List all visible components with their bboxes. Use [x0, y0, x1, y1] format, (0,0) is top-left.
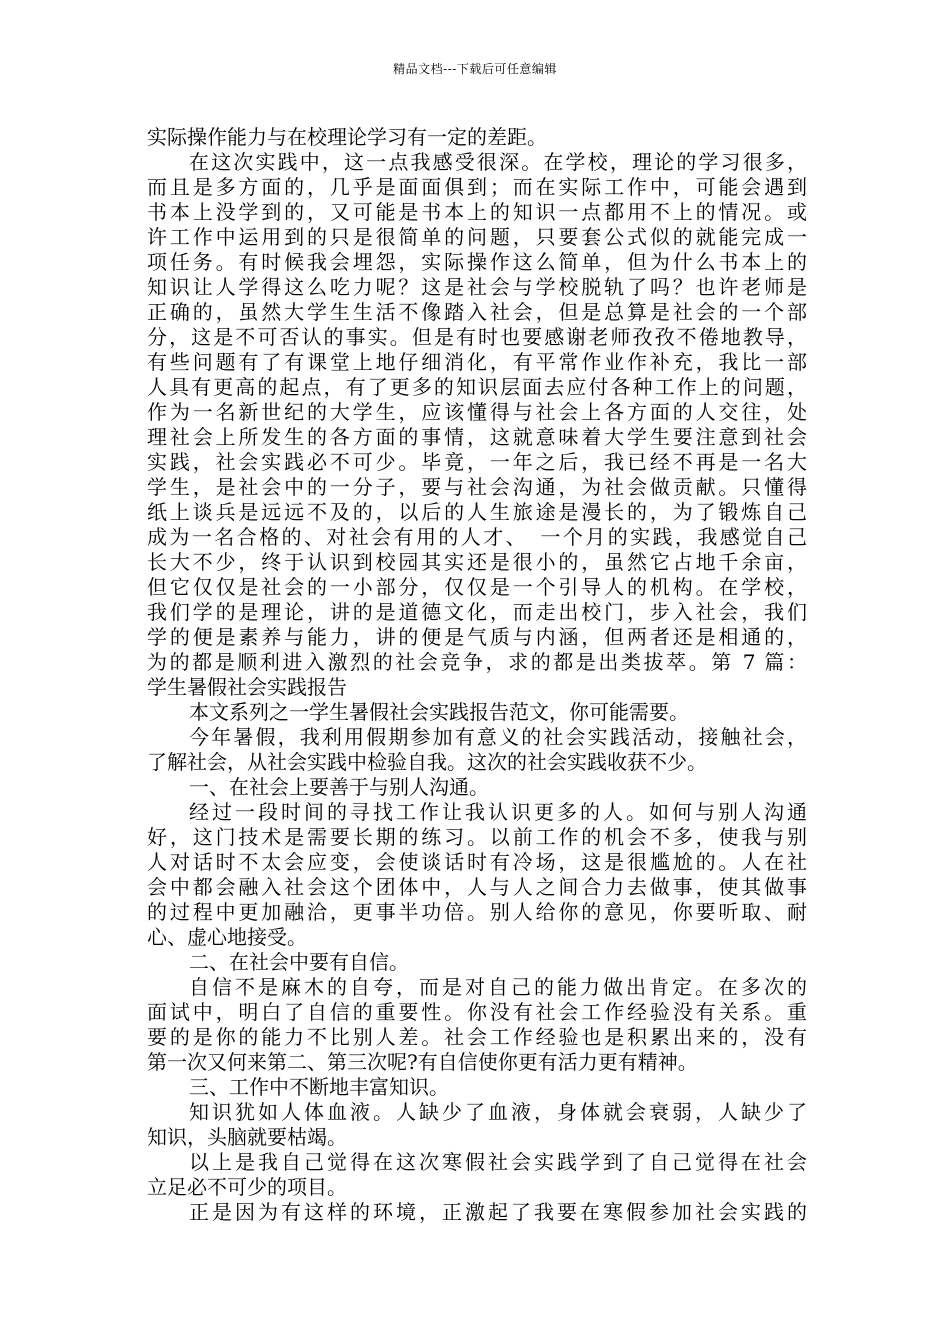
text-line: 知识让人学得这么吃力呢？这是社会与学校脱轨了吗？也许老师是 [147, 275, 807, 299]
page-header: 精品文档---下载后可任意编辑 [393, 62, 557, 76]
text-line: 会中都会融入社会这个团体中，人与人之间合力去做事，使其做事 [147, 875, 807, 899]
text-line: 第一次又何来第二、第三次呢?有自信使你更有活力更有精神。 [147, 1050, 698, 1074]
text-line: 书本上没学到的，又可能是书本上的知识一点都用不上的情况。或 [147, 200, 807, 224]
text-line: 正是因为有这样的环境，正激起了我要在寒假参加社会实践的 [189, 1200, 807, 1224]
text-line: 学生，是社会中的一分子，要与社会沟通，为社会做贡献。只懂得 [147, 475, 807, 499]
text-line: 经过一段时间的寻找工作让我认识更多的人。如何与别人沟通 [189, 800, 807, 824]
text-line: 纸上谈兵是远远不及的，以后的人生旅途是漫长的，为了锻炼自己 [147, 500, 807, 524]
text-line: 二、在社会中要有自信。 [189, 950, 409, 974]
text-line: 立足必不可少的项目。 [147, 1175, 347, 1199]
text-line: 了解社会，从社会实践中检验自我。这次的社会实践收获不少。 [147, 750, 707, 774]
text-line: 长大不少，终于认识到校园其实还是很小的，虽然它占地千余亩， [147, 550, 807, 574]
text-line: 人对话时不太会应变，会使谈话时有冷场，这是很尴尬的。人在社 [147, 850, 807, 874]
text-line: 为的都是顺利进入激烈的社会竞争，求的都是出类拔萃。第 7 篇： [147, 650, 807, 674]
text-line: 理社会上所发生的各方面的事情，这就意味着大学生要注意到社会 [147, 425, 807, 449]
text-line: 许工作中运用到的只是很简单的问题，只要套公式似的就能完成一 [147, 225, 807, 249]
text-line: 但它仅仅是社会的一小部分，仅仅是一个引导人的机构。在学校， [147, 575, 807, 599]
text-line: 人具有更高的起点，有了更多的知识层面去应付各种工作上的问题， [147, 375, 807, 399]
text-line: 三、工作中不断地丰富知识。 [189, 1075, 449, 1099]
text-line: 成为一名合格的、对社会有用的人才、 一个月的实践，我感觉自己 [147, 525, 807, 549]
text-line: 有些问题有了有课堂上地仔细消化，有平常作业作补充，我比一部 [147, 350, 807, 374]
text-line: 而且是多方面的，几乎是面面俱到；而在实际工作中，可能会遇到 [147, 175, 807, 199]
text-line: 项任务。有时候我会埋怨，实际操作这么简单，但为什么书本上的 [147, 250, 807, 274]
text-line: 作为一名新世纪的大学生，应该懂得与社会上各方面的人交往，处 [147, 400, 807, 424]
text-line: 正确的，虽然大学生生活不像踏入社会，但是总算是社会的一个部 [147, 300, 807, 324]
text-line: 学的便是素养与能力，讲的便是气质与内涵，但两者还是相通的， [147, 625, 807, 649]
text-line: 心、虚心地接受。 [147, 925, 307, 949]
text-line: 知识，头脑就要枯竭。 [147, 1125, 347, 1149]
text-line: 在这次实践中，这一点我感受很深。在学校，理论的学习很多， [189, 150, 807, 174]
text-line: 分，这是不可否认的事实。但是有时也要感谢老师孜孜不倦地教导， [147, 325, 807, 349]
text-line: 好，这门技术是需要长期的练习。以前工作的机会不多，使我与别 [147, 825, 807, 849]
text-line: 我们学的是理论，讲的是道德文化，而走出校门，步入社会，我们 [147, 600, 807, 624]
text-line: 今年暑假，我利用假期参加有意义的社会实践活动，接触社会， [189, 725, 807, 749]
text-line: 的过程中更加融洽，更事半功倍。别人给你的意见，你要听取、耐 [147, 900, 807, 924]
text-line: 自信不是麻木的自夸，而是对自己的能力做出肯定。在多次的 [189, 975, 807, 999]
text-line: 实践，社会实践必不可少。毕竟，一年之后，我已经不再是一名大 [147, 450, 807, 474]
document-body [147, 125, 807, 1225]
text-line: 知识犹如人体血液。人缺少了血液，身体就会衰弱，人缺少了 [189, 1100, 807, 1124]
text-line: 要的是你的能力不比别人差。社会工作经验也是积累出来的，没有 [147, 1025, 807, 1049]
text-line: 学生暑假社会实践报告 [147, 675, 347, 699]
text-line: 本文系列之一学生暑假社会实践报告范文，你可能需要。 [189, 700, 689, 724]
text-line: 以上是我自己觉得在这次寒假社会实践学到了自己觉得在社会 [189, 1150, 807, 1174]
text-line: 一、在社会上要善于与别人沟通。 [189, 775, 489, 799]
text-line: 实际操作能力与在校理论学习有一定的差距。 [147, 125, 547, 149]
text-line: 面试中，明白了自信的重要性。你没有社会工作经验没有关系。重 [147, 1000, 807, 1024]
